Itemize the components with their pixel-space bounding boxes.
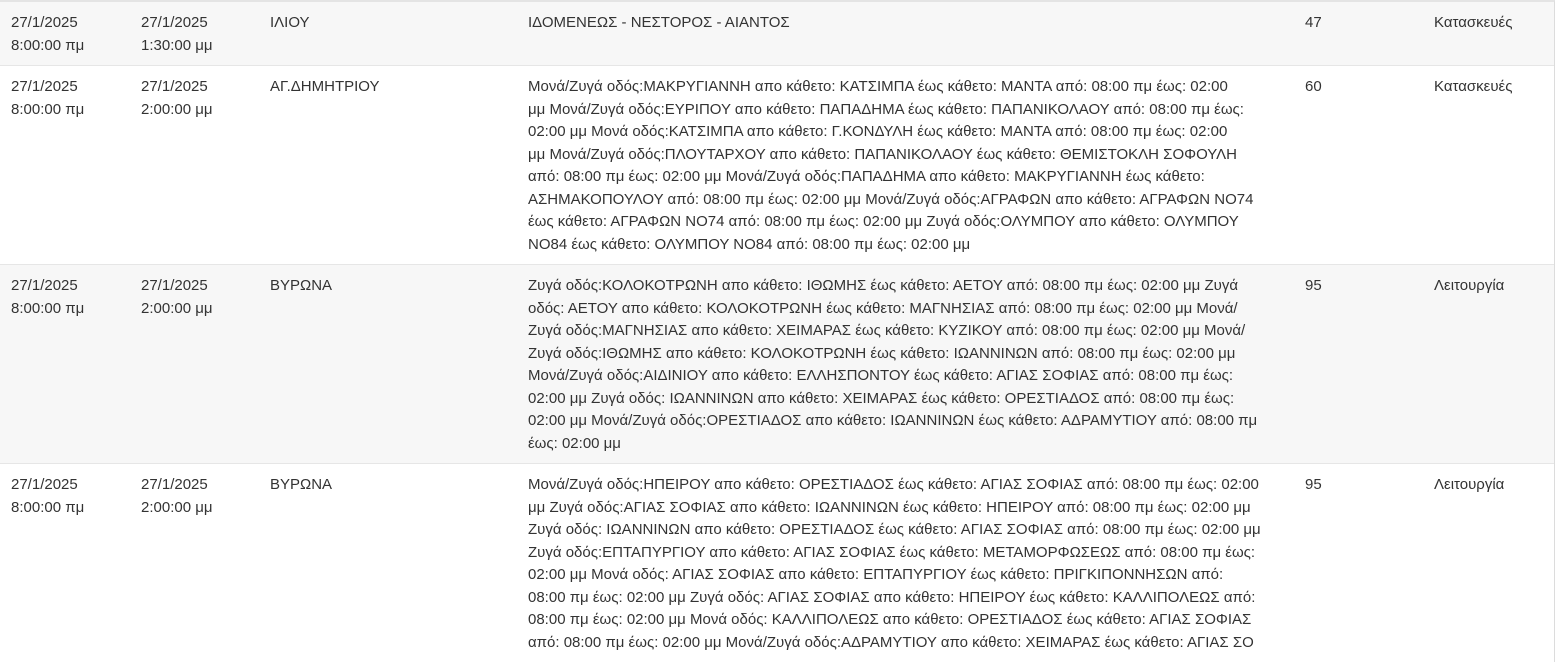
streets-line: Μονά/Ζυγά οδός:ΗΠΕΙΡΟΥ απο κάθετο: ΟΡΕΣΤΙΑΔΟΣ έως κάθετο: ΑΓΙΑΣ ΣΟΦΙΑΣ από: 08:00 πμ έως: 02:00 bbox=[528, 476, 1259, 493]
streets-line: οδός: ΑΕΤΟΥ απο κάθετο: ΚΟΛΟΚΟΤΡΩΝΗ έως κάθετο: ΜΑΓΝΗΣΙΑΣ από: 08:00 πμ έως: 02:00 μμ Μονά/ bbox=[528, 299, 1238, 317]
streets-line: μμ Μονά/Ζυγά οδός:ΕΥΡΙΠΟΥ απο κάθετο: ΠΑΠΑΔΗΜΑ έως κάθετο: ΠΑΠΑΝΙΚΟΛΑΟΥ από: 08:00 πμ έως: bbox=[528, 100, 1244, 118]
start-datetime-cell bbox=[11, 76, 126, 121]
streets-line: Ζυγά οδός:ΜΑΓΝΗΣΙΑΣ απο κάθετο: ΧΕΙΜΑΡΑΣ έως κάθετο: ΚΥΖΙΚΟΥ από: 08:00 πμ έως: 02:00 μμ Μονά/ bbox=[528, 322, 1246, 339]
streets-line: έως: 02:00 μμ bbox=[528, 434, 621, 452]
start-time: 8:00:00 πμ bbox=[11, 100, 85, 118]
end-datetime-cell bbox=[141, 275, 256, 320]
end-datetime-cell bbox=[141, 474, 256, 519]
streets-line: Μονά/Ζυγά οδός:ΜΑΚΡΥΓΙΑΝΝΗ απο κάθετο: ΚΑΤΣΙΜΠΑ έως κάθετο: ΜΑΝΤΑ από: 08:00 πμ έως: 02:00 bbox=[528, 78, 1228, 95]
streets-line: ΝΟ84 έως κάθετο: ΟΛΥΜΠΟΥ ΝΟ84 από: 08:00 πμ έως: 02:00 μμ bbox=[528, 235, 971, 253]
area-cell: ΒΥΡΩΝΑ bbox=[270, 476, 333, 493]
area-cell: ΒΥΡΩΝΑ bbox=[270, 277, 333, 294]
start-datetime-cell bbox=[11, 12, 126, 57]
streets-cell bbox=[528, 474, 1290, 654]
end-date: 27/1/2025 bbox=[141, 14, 208, 31]
streets-cell: ΙΔΟΜΕΝΕΩΣ - ΝΕΣΤΟΡΟΣ - ΑΙΑΝΤΟΣ bbox=[528, 14, 790, 31]
streets-line: Ζυγά οδός:ΕΠΤΑΠΥΡΓΙΟΥ απο κάθετο: ΑΓΙΑΣ ΣΟΦΙΑΣ έως κάθετο: ΜΕΤΑΜΟΡΦΩΣΕΩΣ από: 08:00 πμ έως: bbox=[528, 543, 1256, 561]
reason-cell: Κατασκευές bbox=[1434, 14, 1513, 31]
streets-line: 08:00 πμ έως: 02:00 μμ Μονά οδός: ΚΑΛΛΙΠΟΛΕΩΣ απο κάθετο: ΟΡΕΣΤΙΑΔΟΣ έως κάθετο: ΑΓΙΑΣ ΣΟΦΙΑΣ bbox=[528, 611, 1252, 628]
streets-line: Μονά/Ζυγά οδός:ΑΙΔΙΝΙΟΥ απο κάθετο: ΕΛΛΗΣΠΟΝΤΟΥ έως κάθετο: ΑΓΙΑΣ ΣΟΦΙΑΣ από: 08:00 πμ έως: bbox=[528, 367, 1234, 384]
area-cell: ΑΓ.ΔΗΜΗΤΡΙΟΥ bbox=[270, 78, 380, 95]
streets-line: από: 08:00 πμ έως: 02:00 μμ Μονά/Ζυγά οδός:ΠΑΠΑΔΗΜΑ απο κάθετο: ΜΑΚΡΥΓΙΑΝΝΗ έως κάθετο: bbox=[528, 168, 1205, 185]
streets-line: μμ Μονά/Ζυγά οδός:ΠΛΟΥΤΑΡΧΟΥ απο κάθετο: ΠΑΠΑΝΙΚΟΛΑΟΥ έως κάθετο: ΘΕΜΙΣΤΟΚΛΗ ΣΟΦΟΥΛΗ bbox=[528, 145, 1238, 163]
streets-line: μμ Ζυγά οδός:ΑΓΙΑΣ ΣΟΦΙΑΣ απο κάθετο: ΙΩΑΝΝΙΝΩΝ έως κάθετο: ΗΠΕΙΡΟΥ από: 08:00 πμ έως: 02:00 μμ bbox=[528, 498, 1251, 516]
start-time: 8:00:00 πμ bbox=[11, 498, 85, 516]
streets-line: Ζυγά οδός:ΚΟΛΟΚΟΤΡΩΝΗ απο κάθετο: ΙΘΩΜΗΣ έως κάθετο: ΑΕΤΟΥ από: 08:00 πμ έως: 02:00 μμ Ζυγά bbox=[528, 277, 1238, 294]
start-date: 27/1/2025 bbox=[11, 14, 78, 31]
streets-line: έως κάθετο: ΑΓΡΑΦΩΝ ΝΟ74 από: 08:00 πμ έως: 02:00 μμ Ζυγά οδός:ΟΛΥΜΠΟΥ απο κάθετο: ΟΛΥΜΠΟΥ bbox=[528, 213, 1239, 230]
start-time: 8:00:00 πμ bbox=[11, 299, 85, 317]
end-datetime-cell bbox=[141, 76, 256, 121]
end-datetime-cell bbox=[141, 12, 256, 57]
number-cell: 60 bbox=[1305, 78, 1322, 95]
end-time: 2:00:00 μμ bbox=[141, 498, 213, 516]
streets-line: 02:00 μμ Μονά οδός:ΚΑΤΣΙΜΠΑ απο κάθετο: Γ.ΚΟΝΔΥΛΗ έως κάθετο: ΜΑΝΤΑ από: 08:00 πμ έως: 02:00 bbox=[528, 123, 1228, 140]
table-row bbox=[0, 66, 1554, 265]
end-time: 2:00:00 μμ bbox=[141, 100, 213, 118]
streets-line: ΑΣΗΜΑΚΟΠΟΥΛΟΥ από: 08:00 πμ έως: 02:00 μμ Μονά/Ζυγά οδός:ΑΓΡΑΦΩΝ απο κάθετο: ΑΓΡΑΦΩΝ ΝΟ74 bbox=[528, 190, 1254, 208]
streets-line: 08:00 πμ έως: 02:00 μμ Ζυγά οδός: ΑΓΙΑΣ ΣΟΦΙΑΣ απο κάθετο: ΗΠΕΙΡΟΥ έως κάθετο: ΚΑΛΛΙΠΟΛΕΩΣ από: bbox=[528, 588, 1256, 606]
streets-cell bbox=[528, 275, 1290, 455]
streets-line: από: 08:00 πμ έως: 02:00 μμ Μονά/Ζυγά οδός:ΑΔΡΑΜΥΤΙΟΥ απο κάθετο: ΧΕΙΜΑΡΑΣ έως κάθετο: ΑΓΙΑΣ ΣΟ bbox=[528, 633, 1254, 651]
area-cell: ΙΛΙΟΥ bbox=[270, 14, 310, 31]
end-time: 2:00:00 μμ bbox=[141, 299, 213, 317]
reason-cell: Λειτουργία bbox=[1434, 476, 1505, 493]
table-row bbox=[0, 2, 1554, 66]
start-date: 27/1/2025 bbox=[11, 277, 78, 294]
reason-cell: Κατασκευές bbox=[1434, 78, 1513, 95]
start-datetime-cell bbox=[11, 275, 126, 320]
streets-line: Ζυγά οδός: ΙΩΑΝΝΙΝΩΝ απο κάθετο: ΟΡΕΣΤΙΑΔΟΣ έως κάθετο: ΑΓΙΑΣ ΣΟΦΙΑΣ από: 08:00 πμ έως: 02:00 μμ bbox=[528, 521, 1261, 538]
end-date: 27/1/2025 bbox=[141, 277, 208, 294]
start-datetime-cell bbox=[11, 474, 126, 519]
start-time: 8:00:00 πμ bbox=[11, 36, 85, 54]
streets-line: 02:00 μμ Ζυγά οδός: ΙΩΑΝΝΙΝΩΝ απο κάθετο: ΧΕΙΜΑΡΑΣ έως κάθετο: ΟΡΕΣΤΙΑΔΟΣ από: 08:00 πμ έως: bbox=[528, 389, 1235, 407]
end-date: 27/1/2025 bbox=[141, 78, 208, 95]
reason-cell: Λειτουργία bbox=[1434, 277, 1505, 294]
streets-line: 02:00 μμ Μονά/Ζυγά οδός:ΟΡΕΣΤΙΑΔΟΣ απο κάθετο: ΙΩΑΝΝΙΝΩΝ έως κάθετο: ΑΔΡΑΜΥΤΙΟΥ από: 08:00 πμ bbox=[528, 412, 1258, 429]
streets-cell bbox=[528, 76, 1290, 256]
table-row bbox=[0, 464, 1554, 662]
start-date: 27/1/2025 bbox=[11, 476, 78, 493]
number-cell: 95 bbox=[1305, 476, 1322, 493]
number-cell: 95 bbox=[1305, 277, 1322, 294]
start-date: 27/1/2025 bbox=[11, 78, 78, 95]
number-cell: 47 bbox=[1305, 14, 1322, 31]
streets-line: Ζυγά οδός:ΙΘΩΜΗΣ απο κάθετο: ΚΟΛΟΚΟΤΡΩΝΗ έως κάθετο: ΙΩΑΝΝΙΝΩΝ από: 08:00 πμ έως: 02:00 μμ bbox=[528, 344, 1236, 362]
end-date: 27/1/2025 bbox=[141, 476, 208, 493]
end-time: 1:30:00 μμ bbox=[141, 36, 213, 54]
table-row bbox=[0, 265, 1554, 464]
streets-line: 02:00 μμ Μονά οδός: ΑΓΙΑΣ ΣΟΦΙΑΣ απο κάθετο: ΕΠΤΑΠΥΡΓΙΟΥ έως κάθετο: ΠΡΙΓΚΙΠΟΝΝΗΣΩΝ από: bbox=[528, 566, 1224, 583]
